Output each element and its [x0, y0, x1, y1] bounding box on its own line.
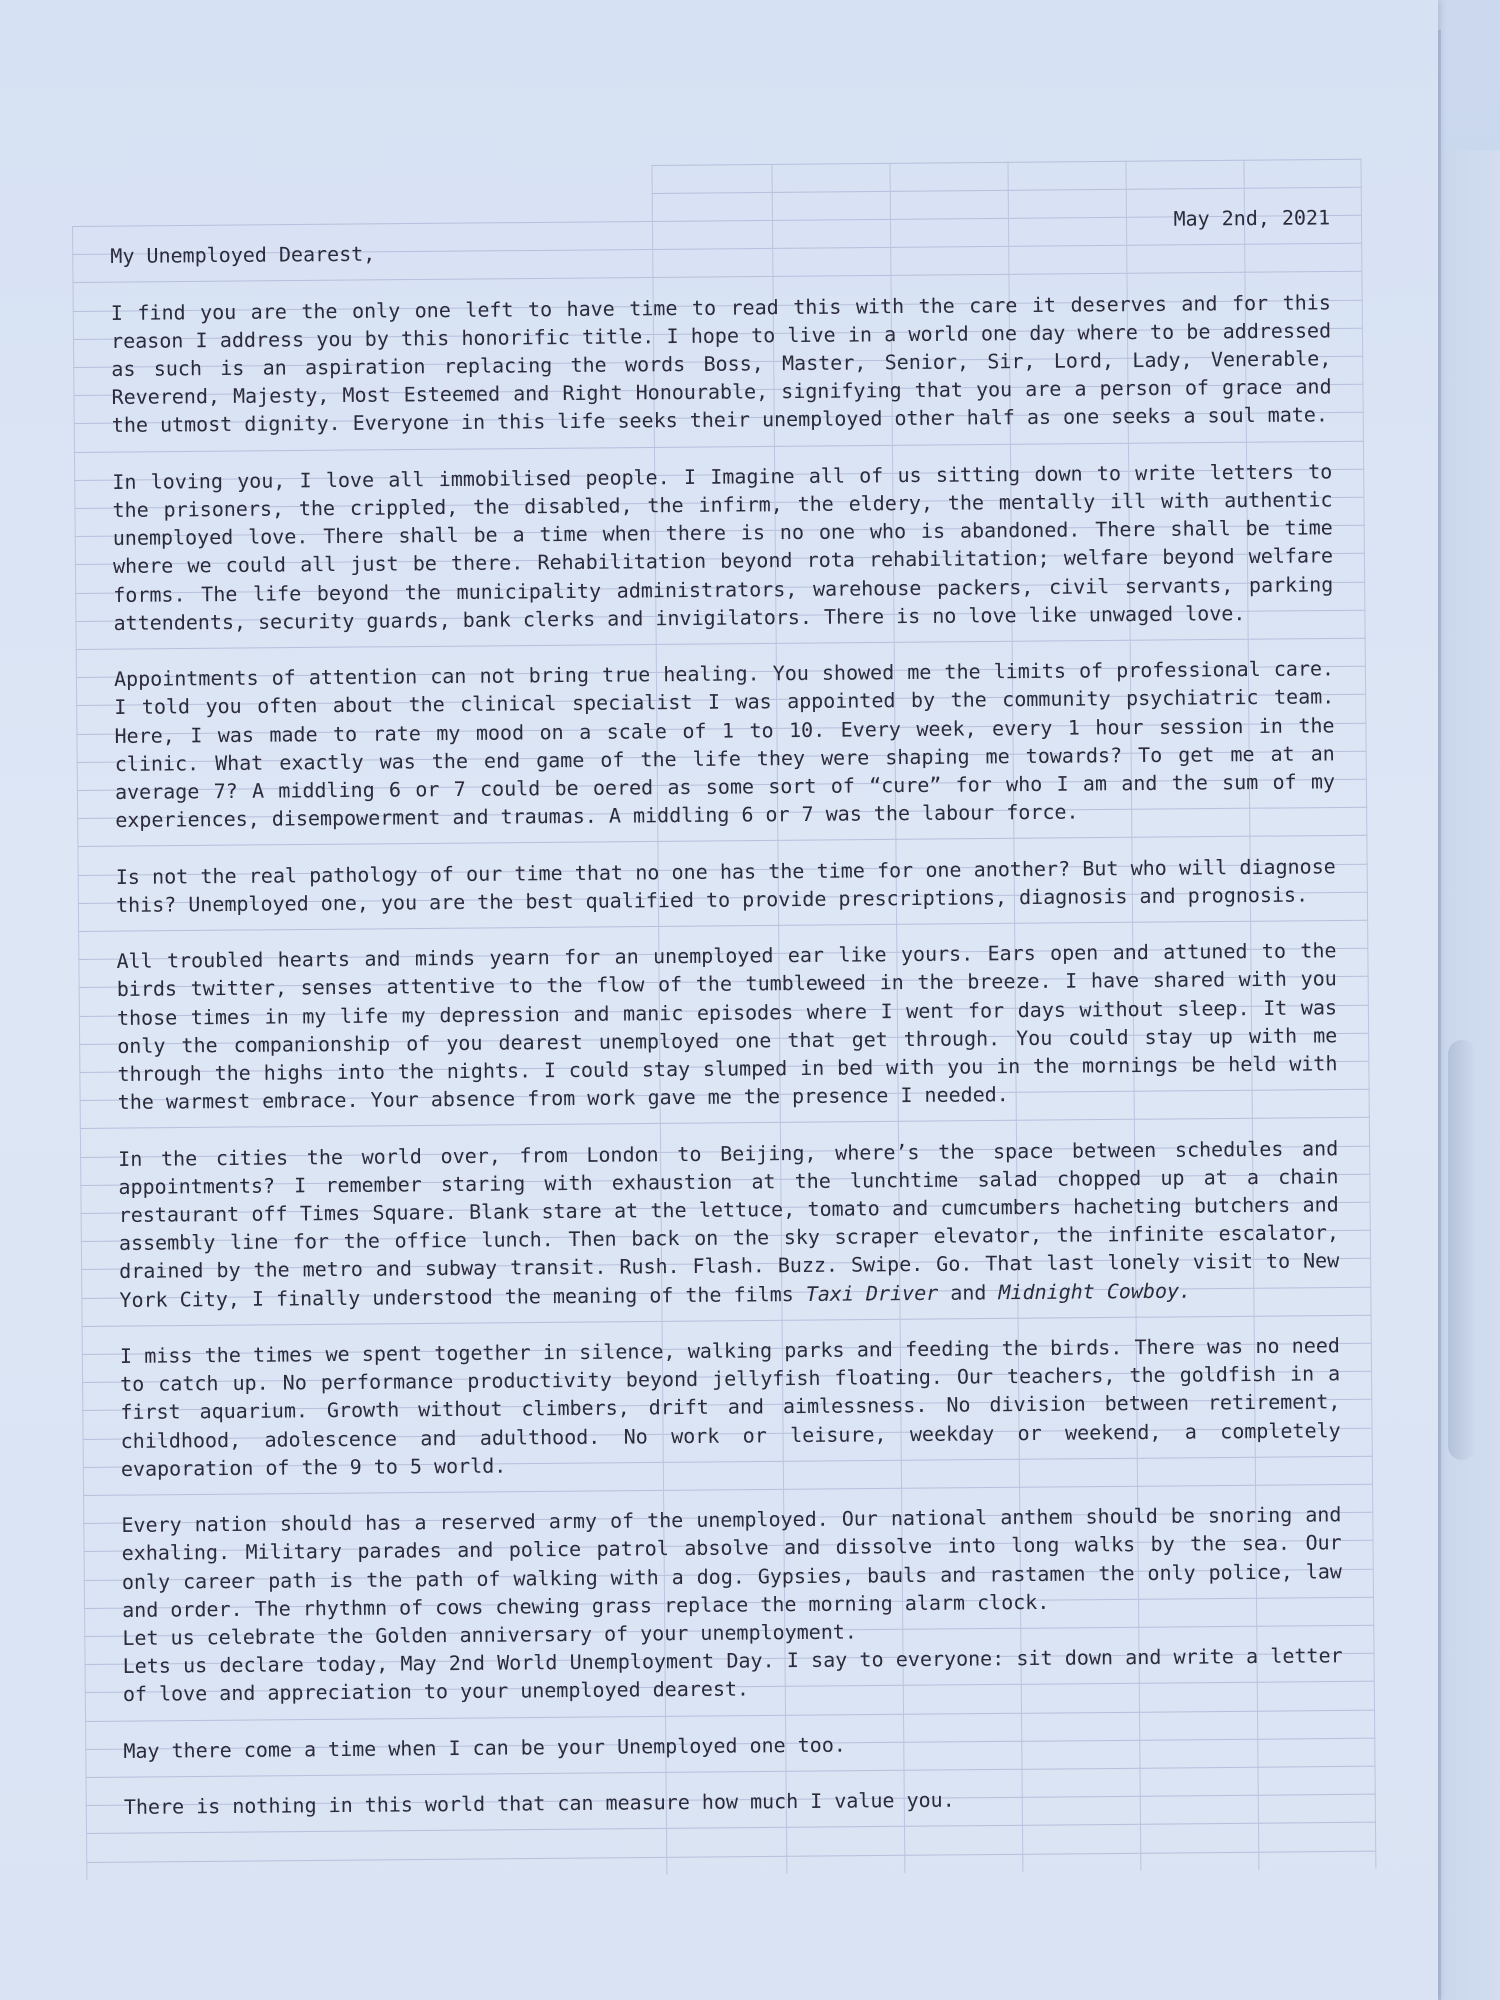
letter-date: May 2nd, 2021 — [1173, 205, 1331, 231]
letter-body — [110, 203, 1344, 1821]
paragraph-9: Let us celebrate the Golden anniversary of your unemployment. — [122, 1619, 858, 1650]
paper-fold — [1448, 1040, 1476, 1460]
paragraph-1: I find you are the only one left to have time to read this with the care it deserves and for this reason I address you by this honorific title. I hope to live in a world one day where to be addressed as such is an aspiration replacing the words Boss, Master, Senior, Sir, Lord, Lady, Venerable, Reverend, Majesty, Most Esteemed and Right Honourable, signifying that you are a person of grace and the utmost dignity. Everyone in this life seeks their unemployed other half as one seeks a soul mate. — [110, 289, 1332, 438]
paragraph-2: In loving you, I love all immobilised people. I Imagine all of us sitting down to write letters to the prisoners, the crippled, the disabled, the infirm, the eldery, the mentally ill with authentic unemployed love. There shall be a time when there is no one who is abandoned. There shall be time where we could all just be there. Rehabilitation beyond rota rehabilitation; welfare beyond welfare forms. The life beyond the municipality administrators, warehouse packers, civil servants, parking attendents, security guards, bank clerks and invigilators. There is no love like unwaged love. — [112, 459, 1334, 635]
paragraph-5: All troubled hearts and minds yearn for an unemployed ear like yours. Ears open and attuned to the birds twitter, senses attentive to the flow of the tumbleweed in the breeze. I have shared with you those times in my life my depression and manic episodes where I went for days without sleep. It was only the companionship of you dearest unemployed one that get through. You could stay up with me through the highs into the nights. I could stay slumped in bed with you in the mornings be held with the warmest embrace. Your absence from work gave me the presence I needed. — [116, 938, 1338, 1115]
paragraph-7: I miss the times we spent together in silence, walking parks and feeding the birds. There was no need to catch up. No performance productivity beyond jellyfish floating. Our teachers, the goldfish in a first aquarium. Growth without climbers, drift and aimlessness. No division between retirement, childhood, adolescence and adulthood. No work or leisure, weekday or weekend, a completely evaporation of the 9 to 5 world. — [119, 1333, 1341, 1481]
letter-salutation: My Unemployed Dearest, — [110, 241, 376, 269]
sheet-edge — [1438, 30, 1441, 2000]
paragraph-11: May there come a time when I can be your Unemployed one too. — [123, 1732, 846, 1763]
film-join: and — [950, 1279, 987, 1305]
film-title-midnight-cowboy: Midnight Cowboy. — [998, 1278, 1192, 1304]
paragraph-10: Lets us declare today, May 2nd World Unemployment Day. I say to everyone: sit down and write a letter of love and appreciation to your unemployed dearest. — [122, 1643, 1343, 1707]
paragraph-3: Appointments of attention can not bring true healing. You showed me the limits of professional care. I told you often about the clinical specialist I was appointed by the community psychiatric team. Here, I was made to rate my mood on a scale of 1 to 10. Every week, every 1 hour session in the clinic. What exactly was the end game of the life they were shaping me towards? To get me at an average 7? A middling 6 or 7 could be oered as some sort of “cure” for who I am and the sum of my experiences, disempowerment and traumas. A middling 6 or 7 was the labour force. — [113, 656, 1336, 833]
grid-row-line — [86, 1822, 1376, 1834]
paragraph-6-text: In the cities the world over, from London to Beijing, where’s the space between schedules and appointments? I remember staring with exhaustion at the lunchtime salad chopped up at a chain restaurant off Times Square. Blank stare at the lettuce, tomato and cumcumbers hacheting butchers and assembly line for the office lunch. Then back on the sky scraper elevator, the infinite escalator, drained by the metro and subway transit. Rush. Flash. Buzz. Swipe. Go. That last lonely visit to New York City, I finally understood the meaning of the films — [118, 1135, 1340, 1312]
film-title-taxi-driver: Taxi Driver — [805, 1280, 939, 1306]
paragraph-6 — [118, 1134, 1339, 1314]
paragraph-8: Every nation should has a reserved army of the unemployed. Our national anthem should be snoring and exhaling. Military parades and police patrol absolve and dissolve into long walks by the sea. Our only career path is the path of walking with a dog. Gypsies, bauls and rastamen the only police, law and order. The rhythmn of cows chewing grass replace the morning alarm clock. — [121, 1502, 1342, 1622]
paragraph-4: Is not the real pathology of our time that no one has the time for one another? But who will diagnose this? Unemployed one, you are the best qualified to provide prescriptions, diagnosis and prognosis. — [115, 853, 1336, 917]
grid-row-line — [86, 1850, 1376, 1862]
paragraph-12: There is nothing in this world that can measure how much I value you. — [123, 1787, 955, 1820]
